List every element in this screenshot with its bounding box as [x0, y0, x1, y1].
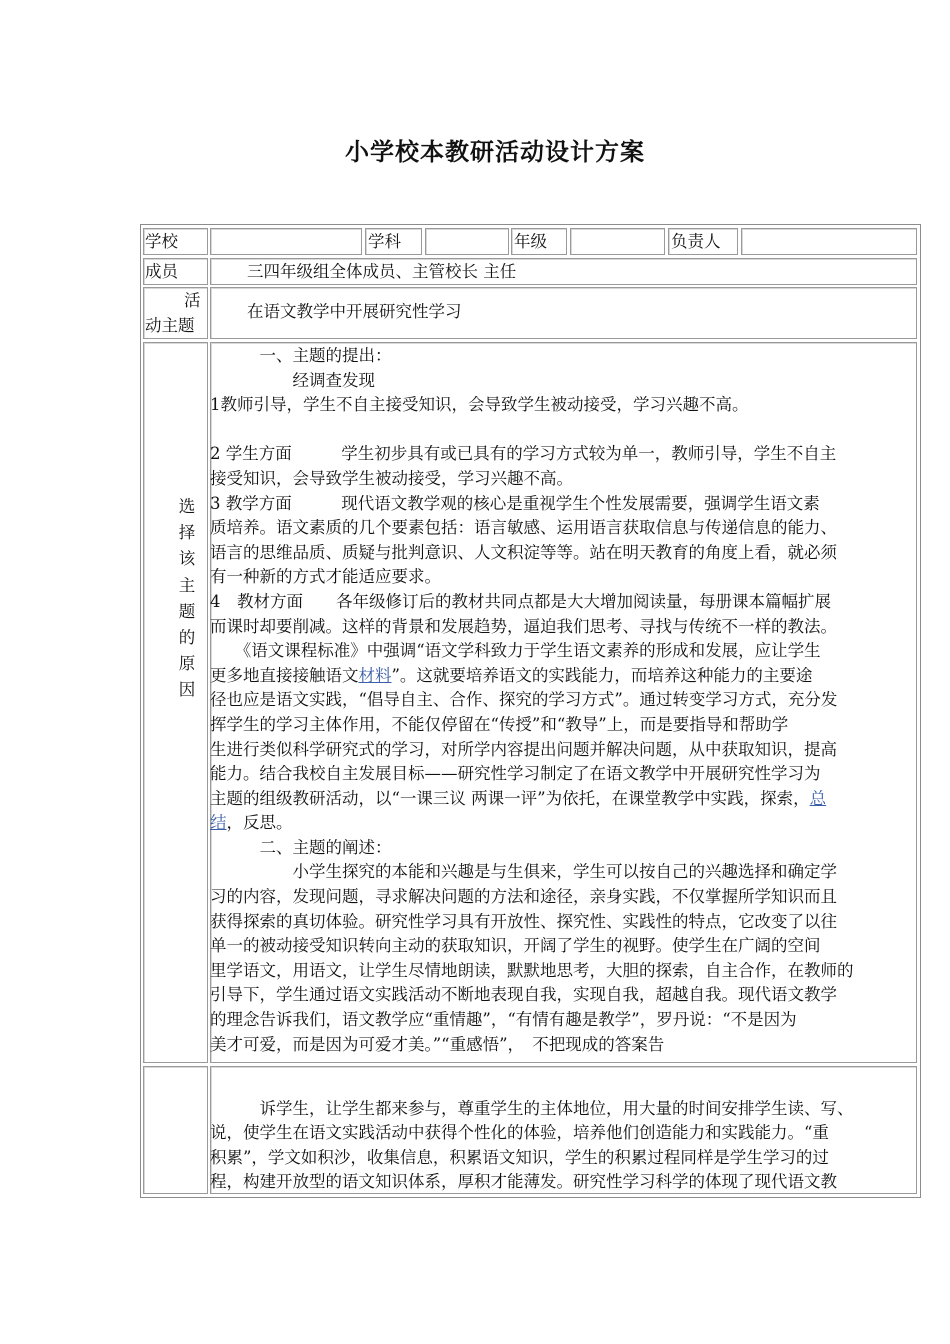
person-value-cell[interactable] — [741, 228, 917, 255]
grade-value-cell[interactable] — [570, 228, 665, 255]
reason-label-char: 该 — [178, 549, 196, 569]
subject-value-cell[interactable] — [425, 228, 509, 255]
text-line: 《语文课程标准》中强调“语文学科致力于学生语文素养的形成和发展，应让学生 — [210, 641, 821, 661]
text-line: 径也应是语文实践，“倡导自主、合作、探究的学习方式”。通过转变学习方式，充分发 — [210, 690, 838, 710]
subject-label-cell — [365, 228, 422, 255]
text-line: 有一种新的方式才能适应要求。 — [210, 567, 441, 587]
reason-label-char: 择 — [178, 523, 196, 543]
school-label: 学校 — [145, 232, 178, 251]
text-line: 一、主题的提出： — [210, 346, 392, 365]
text-line: 接受知识，会导致学生被动接受，学习兴趣不高。 — [210, 468, 573, 488]
text-line: 质培养。语文素质的几个要素包括：语言敏感、运用语言获取信息与传递信息的能力、 — [210, 518, 837, 538]
text-line: 1教师引导，学生不自主接受知识，会导致学生被动接受，学习兴趣不高。 — [210, 395, 749, 415]
text-line: 2 学生方面 学生初步具有或已具有的学习方式较为单一，教师引导，学生不自主 — [210, 444, 837, 464]
text-line: 美才可爱，而是因为可爱才美。”“重感悟”， 不把现成的答案告 — [210, 1034, 665, 1054]
members-value: 三四年级组全体成员、主管校长 主任 — [247, 262, 517, 281]
reason-label-char: 原 — [178, 654, 196, 674]
theme-label-line2: 动主题 — [145, 316, 195, 335]
text-line: 二、主题的阐述： — [210, 837, 392, 857]
members-value-cell — [210, 258, 917, 285]
theme-label-cell — [143, 287, 208, 339]
reason-label-char: 的 — [178, 628, 196, 648]
document-title: 小学校本教研活动设计方案 — [345, 137, 645, 166]
reason-label — [172, 494, 202, 704]
grade-label: 年级 — [514, 232, 547, 251]
text-line: 语言的思维品质、质疑与批判意识、人文积淀等等。站在明天教育的角度上看，就必须 — [210, 542, 837, 562]
school-label-cell — [143, 228, 208, 255]
text-line — [210, 418, 918, 443]
members-label-cell — [143, 258, 208, 285]
continued-label-cell — [143, 1066, 208, 1194]
reason-label-char: 题 — [178, 601, 196, 621]
reason-label-char: 主 — [178, 575, 196, 595]
text-line: 而课时却要削减。这样的背景和发展趋势，逼迫我们思考、寻找与传统不一样的教法。 — [210, 616, 837, 636]
text-line: 经调查发现 — [210, 370, 375, 390]
text-line: 的理念告诉我们，语文教学应“重情趣”，“有情有趣是教学”，罗丹说：“不是因为 — [210, 1010, 797, 1030]
text-line: 说，使学生在语文实践活动中获得个性化的体验，培养他们创造能力和实践能力。“重 — [210, 1123, 829, 1143]
text-line: 结，反思。 — [210, 813, 293, 833]
members-label: 成员 — [145, 262, 178, 281]
theme-value-cell — [210, 287, 917, 339]
reason-label-char: 选 — [178, 497, 196, 516]
text-line: 积累”，学文如积沙，收集信息，积累语文知识，学生的积累过程同样是学生学习的过 — [210, 1147, 829, 1167]
text-line: 里学语文，用语文，让学生尽情地朗读，默默地思考，大胆的探索，自主合作，在教师的 — [210, 960, 854, 980]
summary-link[interactable]: 总 — [809, 788, 827, 808]
material-link[interactable]: 材料 — [358, 665, 392, 685]
theme-value: 在语文教学中开展研究性学习 — [247, 302, 462, 321]
subject-label: 学科 — [368, 232, 401, 251]
text-line: 更多地直接接触语文材料”。这就要培养语文的实践能力，而培养这种能力的主要途 — [210, 665, 813, 685]
text-line — [210, 1072, 918, 1097]
text-line: 程，构建开放型的语文知识体系，厚积才能薄发。研究性学习科学的体现了现代语文教 — [210, 1172, 837, 1192]
person-label-cell — [668, 228, 738, 255]
text-line: 4 教材方面 各年级修订后的教材共同点都是大大增加阅读量，每册课本篇幅扩展 — [210, 591, 831, 611]
text-line: 主题的组级教研活动，以“一课三议 两课一评”为依托，在课堂教学中实践，探索，总 — [210, 788, 827, 808]
person-label: 负责人 — [671, 232, 721, 251]
text-line: 挥学生的学习主体作用，不能仅停留在“传授”和“教导”上，而是要指导和帮助学 — [210, 714, 789, 734]
theme-label-line1: 活 — [184, 291, 201, 310]
school-value-cell[interactable] — [210, 228, 362, 255]
text-line: 单一的被动接受知识转向主动的获取知识，开阔了学生的视野。使学生在广阔的空间 — [210, 936, 821, 956]
reason-paragraph — [210, 344, 918, 1057]
text-line: 生进行类似科学研究式的学习，对所学内容提出问题并解决问题，从中获取知识，提高 — [210, 739, 837, 759]
text-line: 3 教学方面 现代语文教学观的核心是重视学生个性发展需要，强调学生语文素 — [210, 493, 820, 513]
text-line: 引导下，学生通过语文实践活动不断地表现自我，实现自我，超越自我。现代语文教学 — [210, 985, 837, 1005]
continued-paragraph — [210, 1072, 918, 1195]
summary-link[interactable]: 结 — [210, 813, 227, 833]
text-line: 获得探索的真切体验。研究性学习具有开放性、探究性、实践性的特点，它改变了以往 — [210, 911, 837, 931]
text-line: 能力。结合我校自主发展目标——研究性学习制定了在语文教学中开展研究性学习为 — [210, 764, 821, 784]
text-line: 习的内容，发现问题，寻求解决问题的方法和途径，亲身实践，不仅掌握所学知识而且 — [210, 887, 837, 907]
reason-label-char: 因 — [178, 680, 196, 700]
text-line: 诉学生，让学生都来参与，尊重学生的主体地位，用大量的时间安排学生读、写、 — [210, 1098, 854, 1118]
text-line: 小学生探究的本能和兴趣是与生俱来，学生可以按自己的兴趣选择和确定学 — [210, 862, 837, 882]
grade-label-cell — [511, 228, 567, 255]
